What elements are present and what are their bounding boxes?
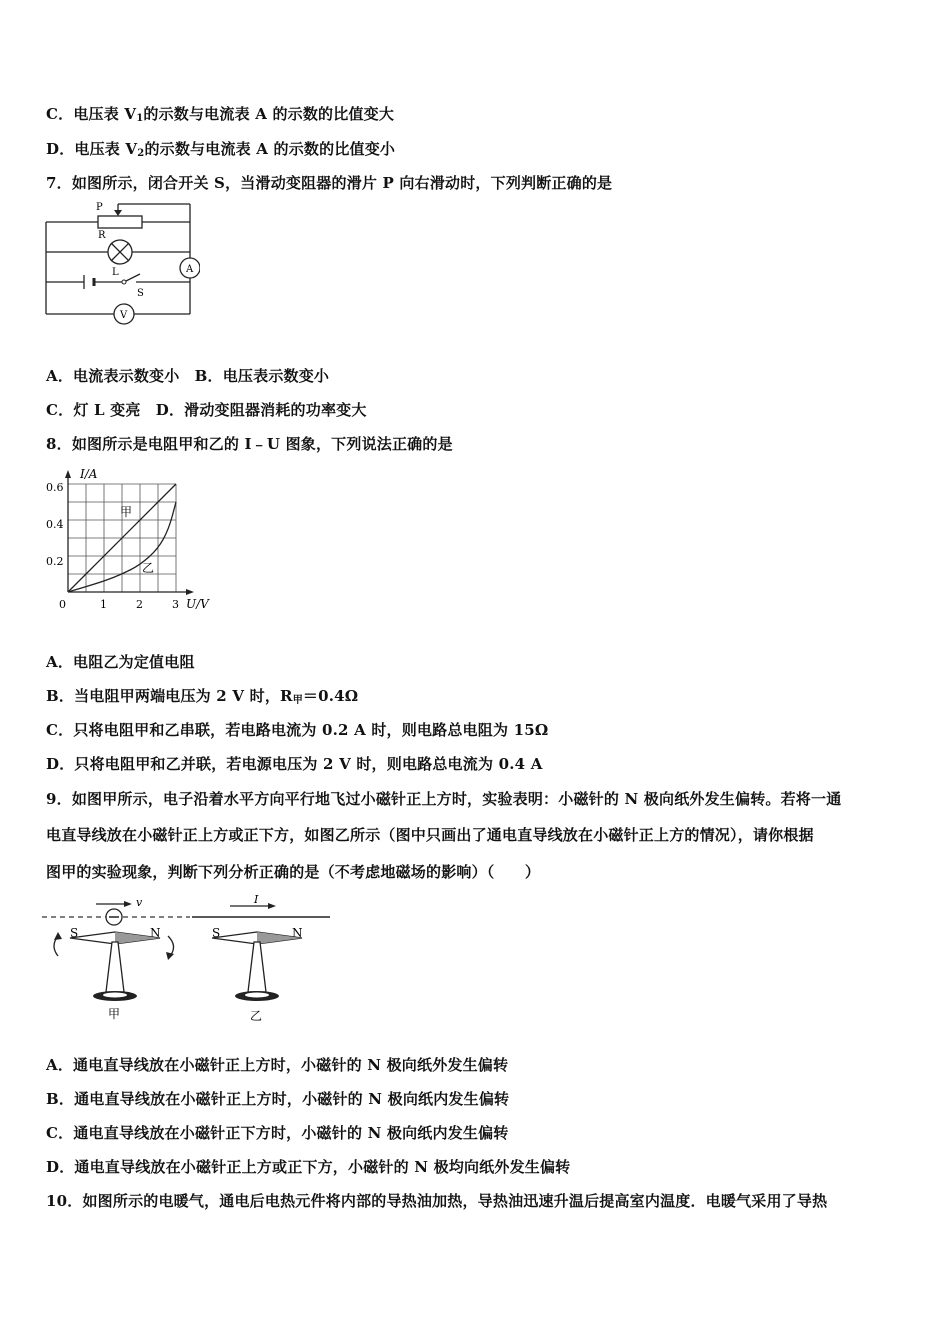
q6-option-d: D．电压表 $V_2$的示数与电流表 A 的示数的比值变小 <box>46 140 396 159</box>
label-v: v <box>136 896 143 909</box>
label-n-yi: N <box>292 926 303 940</box>
x-tick-1: 1 <box>100 598 107 611</box>
q9-option-d: D．通电直导线放在小磁针正上方或正下方，小磁针的 N 极均向纸外发生偏转 <box>46 1158 571 1176</box>
y-axis-arrow-icon <box>65 470 71 478</box>
label-n-jia: N <box>150 926 161 940</box>
label-jia: 甲 <box>120 505 133 519</box>
q8-option-c: C．只将电阻甲和乙串联，若电路电流为 0.2 A 时，则电路总电阻为 15Ω <box>46 721 549 739</box>
q9-stem-line-2: 电直导线放在小磁针正上方或正下方，如图乙所示（图中只画出了通电直导线放在小磁针正上方的情况），请你根据 <box>46 826 814 844</box>
q7-options-cd: C．灯 L 变亮 D．滑动变阻器消耗的功率变大 <box>46 401 367 419</box>
q6-option-c: C．电压表 $V_1$的示数与电流表 A 的示数的比值变大 <box>46 105 395 124</box>
label-r: R <box>98 230 106 241</box>
slider-arrow-icon <box>114 210 122 216</box>
label-s-yi: S <box>212 926 221 940</box>
voltmeter-label: V <box>120 310 128 321</box>
q7-options-ab: A．电流表示数变小 B．电压表示数变小 <box>46 367 330 385</box>
x-axis-label: U/V <box>186 597 209 611</box>
velocity-arrow-icon <box>124 901 132 907</box>
rotation-arrow-left-icon <box>54 932 62 940</box>
x-tick-3: 3 <box>172 598 179 611</box>
x-tick-0: 0 <box>59 598 66 611</box>
q9-stem-line-3: 图甲的实验现象，判断下列分析正确的是（不考虑地磁场的影响）（ ） <box>46 863 541 881</box>
q10-stem: 10．如图所示的电暖气，通电后电热元件将内部的导热油加热，导热油迅速升温后提高室内温度．电暖气采用了导热 <box>46 1192 828 1210</box>
label-l: L <box>112 267 119 278</box>
q9-compass-figure <box>40 892 340 1032</box>
q8-option-d: D．只将电阻甲和乙并联，若电源电压为 2 V 时，则电路总电流为 0.4 A <box>46 755 543 773</box>
x-tick-2: 2 <box>136 598 143 611</box>
q7-circuit-diagram <box>40 198 200 326</box>
x-axis-arrow-icon <box>186 589 194 595</box>
q9-option-b: B．通电直导线放在小磁针正上方时，小磁针的 N 极向纸内发生偏转 <box>46 1090 510 1108</box>
label-s-jia: S <box>70 926 79 940</box>
label-s: S <box>137 288 144 299</box>
q8-stem: 8．如图所示是电阻甲和乙的 I﹣U 图象，下列说法正确的是 <box>46 435 453 453</box>
label-yi-figure: 乙 <box>250 1009 263 1023</box>
q9-option-a: A．通电直导线放在小磁针正上方时，小磁针的 N 极向纸外发生偏转 <box>46 1056 509 1074</box>
y-tick-0-6: 0.6 <box>46 481 64 494</box>
label-yi: 乙 <box>142 561 155 575</box>
label-p: P <box>96 202 103 213</box>
y-axis-label: I/A <box>80 467 98 481</box>
q8-option-b: B．当电阻甲两端电压为 2 V 时，$R_甲=0.4\Omega$ <box>46 687 359 706</box>
label-i: I <box>254 893 259 906</box>
rotation-arrow-right-icon <box>166 952 174 960</box>
y-tick-0-4: 0.4 <box>46 518 64 531</box>
y-tick-0-2: 0.2 <box>46 555 64 568</box>
q8-option-a: A．电阻乙为定值电阻 <box>46 653 195 671</box>
current-arrow-icon <box>268 903 276 909</box>
ammeter-label: A <box>186 264 194 275</box>
q8-iu-graph <box>40 460 220 620</box>
label-jia-figure: 甲 <box>108 1007 121 1021</box>
q9-stem-line-1: 9．如图甲所示，电子沿着水平方向平行地飞过小磁针正上方时，实验表明：小磁针的 N 极向纸外发生偏转。若将一通 <box>46 790 842 808</box>
q9-option-c: C．通电直导线放在小磁针正下方时，小磁针的 N 极向纸内发生偏转 <box>46 1124 509 1142</box>
q7-stem: 7．如图所示，闭合开关 S，当滑动变阻器的滑片 P 向右滑动时，下列判断正确的是 <box>46 174 613 192</box>
